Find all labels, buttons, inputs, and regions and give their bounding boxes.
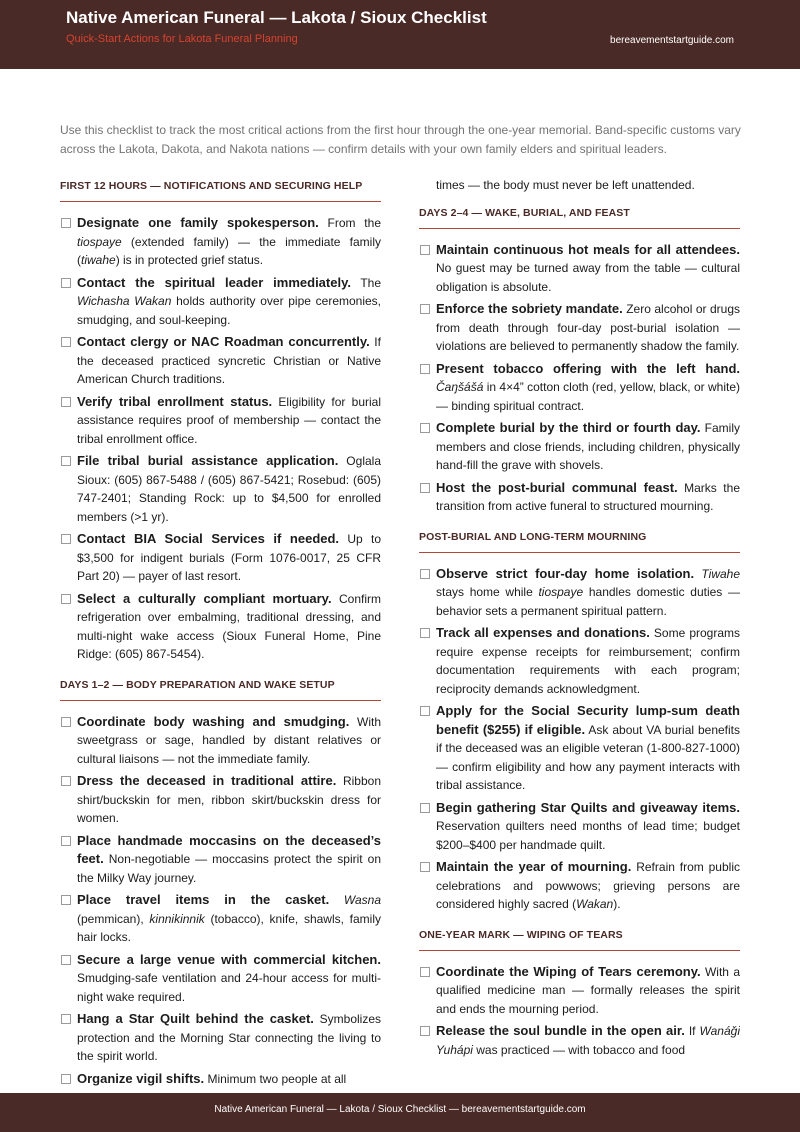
checklist-item [419,799,740,855]
section-heading: DAYS 1–2 — BODY PREPARATION AND WAKE SETUP [60,675,381,701]
checklist-item [419,963,740,1019]
checklist-item [60,832,381,888]
item-term: Wakan [576,897,614,911]
item-text: was practiced — with tobacco and food [472,1042,686,1057]
checkbox[interactable] [61,337,71,347]
item-text: Confirm refrigeration over embalming, traditional dressing, and multi-night wake access (Sioux Funeral Home, Pine Ridge: (605) 867-5454). [77,591,381,661]
item-title: Enforce the sobriety mandate. [436,301,623,316]
checkbox[interactable] [61,1074,71,1084]
section-heading: FIRST 12 HOURS — NOTIFICATIONS AND SECURING HELP [60,176,381,202]
item-text: Minimum two people at all [204,1071,347,1086]
checkbox[interactable] [420,569,430,579]
checkbox[interactable] [420,483,430,493]
checkbox[interactable] [61,534,71,544]
checklist-item [60,214,381,270]
checklist-item [60,1070,381,1087]
checkbox[interactable] [61,218,71,228]
item-title: Verify tribal enrollment status. [77,393,273,409]
checkbox[interactable] [420,706,430,716]
item-text: handles domestic duties — behavior sets a permanent spiritual pattern. [436,585,740,618]
item-text: Ribbon shirt/buckskin for men, ribbon skirt/buckskin dress for women. [77,774,381,825]
item-text: Ask about VA burial benefits if the deceased was an eligible veteran (1-800-827-1000) — confirm eligibility and how any payment interacts with tribal assistance. [436,722,740,792]
item-title: Contact the spiritual leader immediately. [77,274,351,290]
checkbox[interactable] [420,1026,430,1036]
item-text: Reservation quilters need months of lead time; budget $200–$400 per handmade quilt. [436,819,740,852]
item-term: Wanáǧi Yuhápi [436,1024,740,1057]
item-text: Symbolizes protection and the Morning Star connecting the living to the spirit world. [77,1012,381,1063]
checklist-item [60,274,381,330]
checkbox[interactable] [61,278,71,288]
item-title: Organize vigil shifts. [77,1070,205,1086]
item-text: in 4×4” cotton cloth (red, yellow, black, or white) — binding spiritual contract. [436,380,740,413]
checklist-item [419,241,740,297]
checkbox[interactable] [420,364,430,374]
item-text: Oglala Sioux: (605) 867-5488 / (605) 867-5421; Rosebud: (605) 747-2401; Standing Rock: up to $4,500 for enrolled members (>1 yr). [77,454,381,524]
item-text: With sweetgrass or sage, handled by distant relatives or cultural liaisons — not the immediate family. [77,714,381,766]
item-text: stays home while [436,585,539,599]
item-title: Host the post-burial communal feast. [436,479,678,495]
item-term: Tiwahe [701,566,740,581]
checklist-item [60,590,381,664]
page-header [0,0,800,69]
item-term: Wasna [343,893,381,907]
checkbox[interactable] [61,836,71,846]
checklist [419,963,740,1060]
checklist [60,713,381,1087]
item-title: File tribal burial assistance application. [77,453,339,468]
checklist-item [60,951,381,1007]
checkbox[interactable] [61,594,71,604]
left-column [60,176,381,1086]
checklist-item [60,333,381,389]
section-heading: DAYS 2–4 — WAKE, BURIAL, AND FEAST [419,203,740,229]
section-heading: ONE-YEAR MARK — WIPING OF TEARS [419,925,740,951]
item-text: Some programs require expense receipts for reimbursement; confirm documentation requirements with each program; reciprocity demands acknowledgment. [436,626,740,696]
checklist-item [60,891,381,947]
item-text: holds authority over pipe ceremonies, smudging, and soul-keeping. [77,294,381,327]
checklist-item [60,530,381,586]
checklist-item [419,300,740,356]
item-title: Select a culturally compliant mortuary. [77,590,332,606]
item-title: Complete burial by the third or fourth day. [436,420,701,435]
checklist-item [419,565,740,621]
item-text: Marks the transition from active funeral to structured mourning. [436,480,740,513]
item-text [329,893,344,907]
checklist-item [419,702,740,795]
item-title: Hang a Star Quilt behind the casket. [77,1011,314,1026]
item-title: Maintain continuous hot meals for all attendees. [436,241,740,257]
item-text: If the deceased practiced syncretic Christian or Native American Church traditions. [77,335,381,386]
checklist [419,241,740,516]
item-text: (extended family) — the immediate family ( [77,234,381,267]
checkbox[interactable] [61,456,71,466]
item-term: tiospaye [538,585,584,599]
item-title: Designate one family spokesperson. [77,215,319,230]
item-title: Place handmade moccasins on the deceased’s feet. [77,832,381,866]
checkbox[interactable] [420,304,430,314]
item-title: Place travel items in the casket. [77,892,330,907]
checkbox[interactable] [61,895,71,905]
checklist-item [419,1022,740,1059]
checklist [419,565,740,914]
item-title: Observe strict four-day home isolation. [436,565,695,581]
checklist-item [419,858,740,914]
item-term: tiospaye [77,234,122,249]
checklist-item [60,713,381,769]
item-text: Non-negotiable — moccasins protect the spirit on the Milky Way journey. [77,852,381,885]
checklist-item [60,452,381,526]
intro-paragraph: Use this checklist to track the most critical actions from the first hour through the one-year memorial. Band-specific customs vary across the Lakota, Dakota, and Nakota nations — confirm details with your own family elders and spiritual leaders. [60,123,741,156]
item-text: (tobacco), knife, shawls, family hair locks. [77,911,381,944]
item-text: The [350,275,381,290]
checklist [60,214,381,664]
checkbox[interactable] [61,1014,71,1024]
item-text: If [684,1024,700,1038]
item-term: Čaŋšášá [436,380,484,394]
checklist-item [419,360,740,416]
item-term: Wichasha Wakan [77,294,172,308]
item-title: Release the soul bundle in the open air. [436,1023,685,1038]
item-text: (pemmican), [77,911,150,926]
item-title: Maintain the year of mourning. [436,859,632,874]
page-footer [0,1093,800,1132]
item-text: From the [318,216,381,230]
item-text: Family members and close friends, including children, physically hand-fill the grave with shovels. [436,421,740,472]
checkbox[interactable] [420,423,430,433]
item-title: Coordinate body washing and smudging. [77,713,350,729]
item-title: Contact BIA Social Services if needed. [77,531,340,546]
checkbox[interactable] [61,955,71,965]
item-term: kinnikinnik [149,911,205,926]
checkbox[interactable] [61,776,71,786]
checklist-item [60,393,381,449]
checkbox[interactable] [420,803,430,813]
checkbox[interactable] [420,862,430,872]
document-title: Native American Funeral — Lakota / Sioux Checklist [66,8,487,27]
item-title: Begin gathering Star Quilts and giveaway items. [436,799,740,815]
document-subtitle: Quick-Start Actions for Lakota Funeral Planning [66,33,298,45]
item-title: Present tobacco offering with the left hand. [436,360,740,376]
item-title: Coordinate the Wiping of Tears ceremony. [436,963,701,979]
item-title: Dress the deceased in traditional attire. [77,773,337,788]
checkbox[interactable] [420,967,430,977]
checklist-item [419,624,740,698]
item-term: tiwahe [81,253,116,267]
item-text: Eligibility for burial assistance requires proof of membership — contact the tribal enrollment office. [77,394,381,446]
site-name: bereavementstartguide.com [610,35,734,46]
item-text: Smudging-safe ventilation and 24-hour access for multi-night wake required. [77,971,381,1004]
item-text: With a qualified medicine man — formally releases the spirit and ends the mourning period. [436,964,740,1016]
section-heading: POST-BURIAL AND LONG-TERM MOURNING [419,527,740,553]
checkbox[interactable] [61,717,71,727]
checklist-item [60,1010,381,1066]
checkbox[interactable] [420,628,430,638]
checklist-item [60,772,381,828]
checkbox[interactable] [61,397,71,407]
item-text: Refrain from public celebrations and powwows; grieving persons are considered highly sacred ( [436,860,740,911]
right-column [419,176,740,1086]
item-text: ) is in protected grief status. [115,253,264,267]
footer-text: Native American Funeral — Lakota / Sioux Checklist — bereavementstartguide.com [214,1104,586,1115]
item-text: No guest may be turned away from the table — cultural obligation is absolute. [436,261,740,294]
item-title: Secure a large venue with commercial kitchen. [77,951,381,967]
item-title: Track all expenses and donations. [436,625,650,640]
checklist-item [419,479,740,516]
continued-text: times — the body must never be left unattended. [436,178,695,192]
checkbox[interactable] [420,245,430,255]
item-title: Apply for the Social Security lump-sum death benefit ($255) if eligible. [436,703,740,737]
item-title: Contact clergy or NAC Roadman concurrently. [77,334,370,349]
item-text: ). [613,897,621,911]
item-text: Zero alcohol or drugs from death through four-day post-burial isolation — violations are believed to permanently shadow the family. [436,302,740,353]
checklist-item [419,419,740,475]
item-text: Up to $3,500 for indigent burials (Form 1076-0017, 25 CFR Part 20) — payer of last resort. [77,532,381,583]
